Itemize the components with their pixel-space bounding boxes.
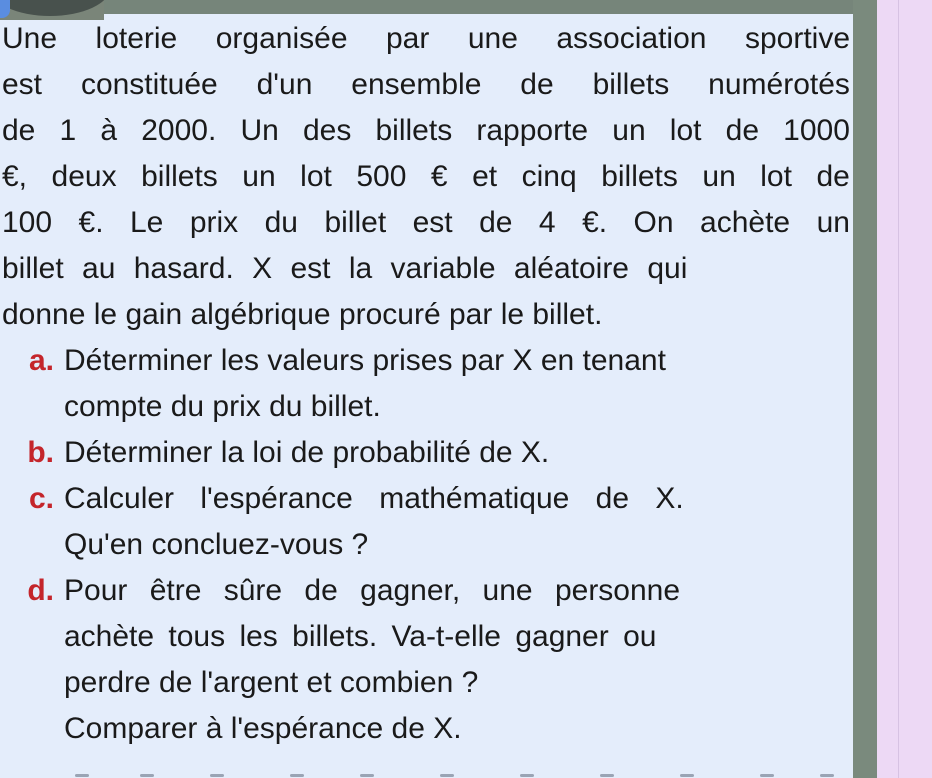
question-text: Calculer l'espérance mathématique de X.	[64, 482, 684, 515]
intro-line: est constituée d'un ensemble de billets numérotés	[2, 68, 850, 101]
intro-line: de 1 à 2000. Un des billets rapporte un lot de 1000	[2, 114, 850, 147]
question-continuation: Qu'en concluez-vous ?	[64, 528, 369, 561]
right-strip-line	[898, 0, 899, 778]
intro-line: billet au hasard. X est la variable aléatoire qui	[2, 252, 688, 285]
question-continuation: Comparer à l'espérance de X.	[64, 712, 462, 745]
question-a	[2, 338, 850, 384]
question-continuation: achète tous les billets. Va-t-elle gagner ou	[64, 620, 657, 653]
question-label: d.	[27, 574, 54, 607]
question-b	[2, 430, 850, 476]
question-label: a.	[28, 344, 54, 377]
right-side-strip	[877, 0, 932, 778]
question-label: c.	[28, 482, 54, 515]
question-text: Déterminer les valeurs prises par X en tenant	[64, 344, 666, 377]
question-text: Pour être sûre de gagner, une personne	[64, 574, 681, 607]
question-c	[2, 476, 850, 522]
question-text: Déterminer la loi de probabilité de X.	[64, 436, 550, 469]
intro-line: Une loterie organisée par une association sportive	[2, 22, 850, 55]
intro-line: €, deux billets un lot 500 € et cinq billets un lot de	[2, 160, 850, 193]
intro-line: 100 €. Le prix du billet est de 4 €. On achète un	[2, 206, 850, 239]
question-continuation: compte du prix du billet.	[64, 390, 381, 423]
question-continuation: perdre de l'argent et combien ?	[64, 666, 479, 699]
question-d	[2, 568, 850, 614]
right-gap-background	[853, 0, 877, 778]
cut-off-text-row	[0, 772, 853, 778]
exercise-text	[2, 16, 850, 752]
question-label: b.	[27, 436, 54, 469]
intro-line: donne le gain algébrique procuré par le billet.	[2, 298, 603, 331]
